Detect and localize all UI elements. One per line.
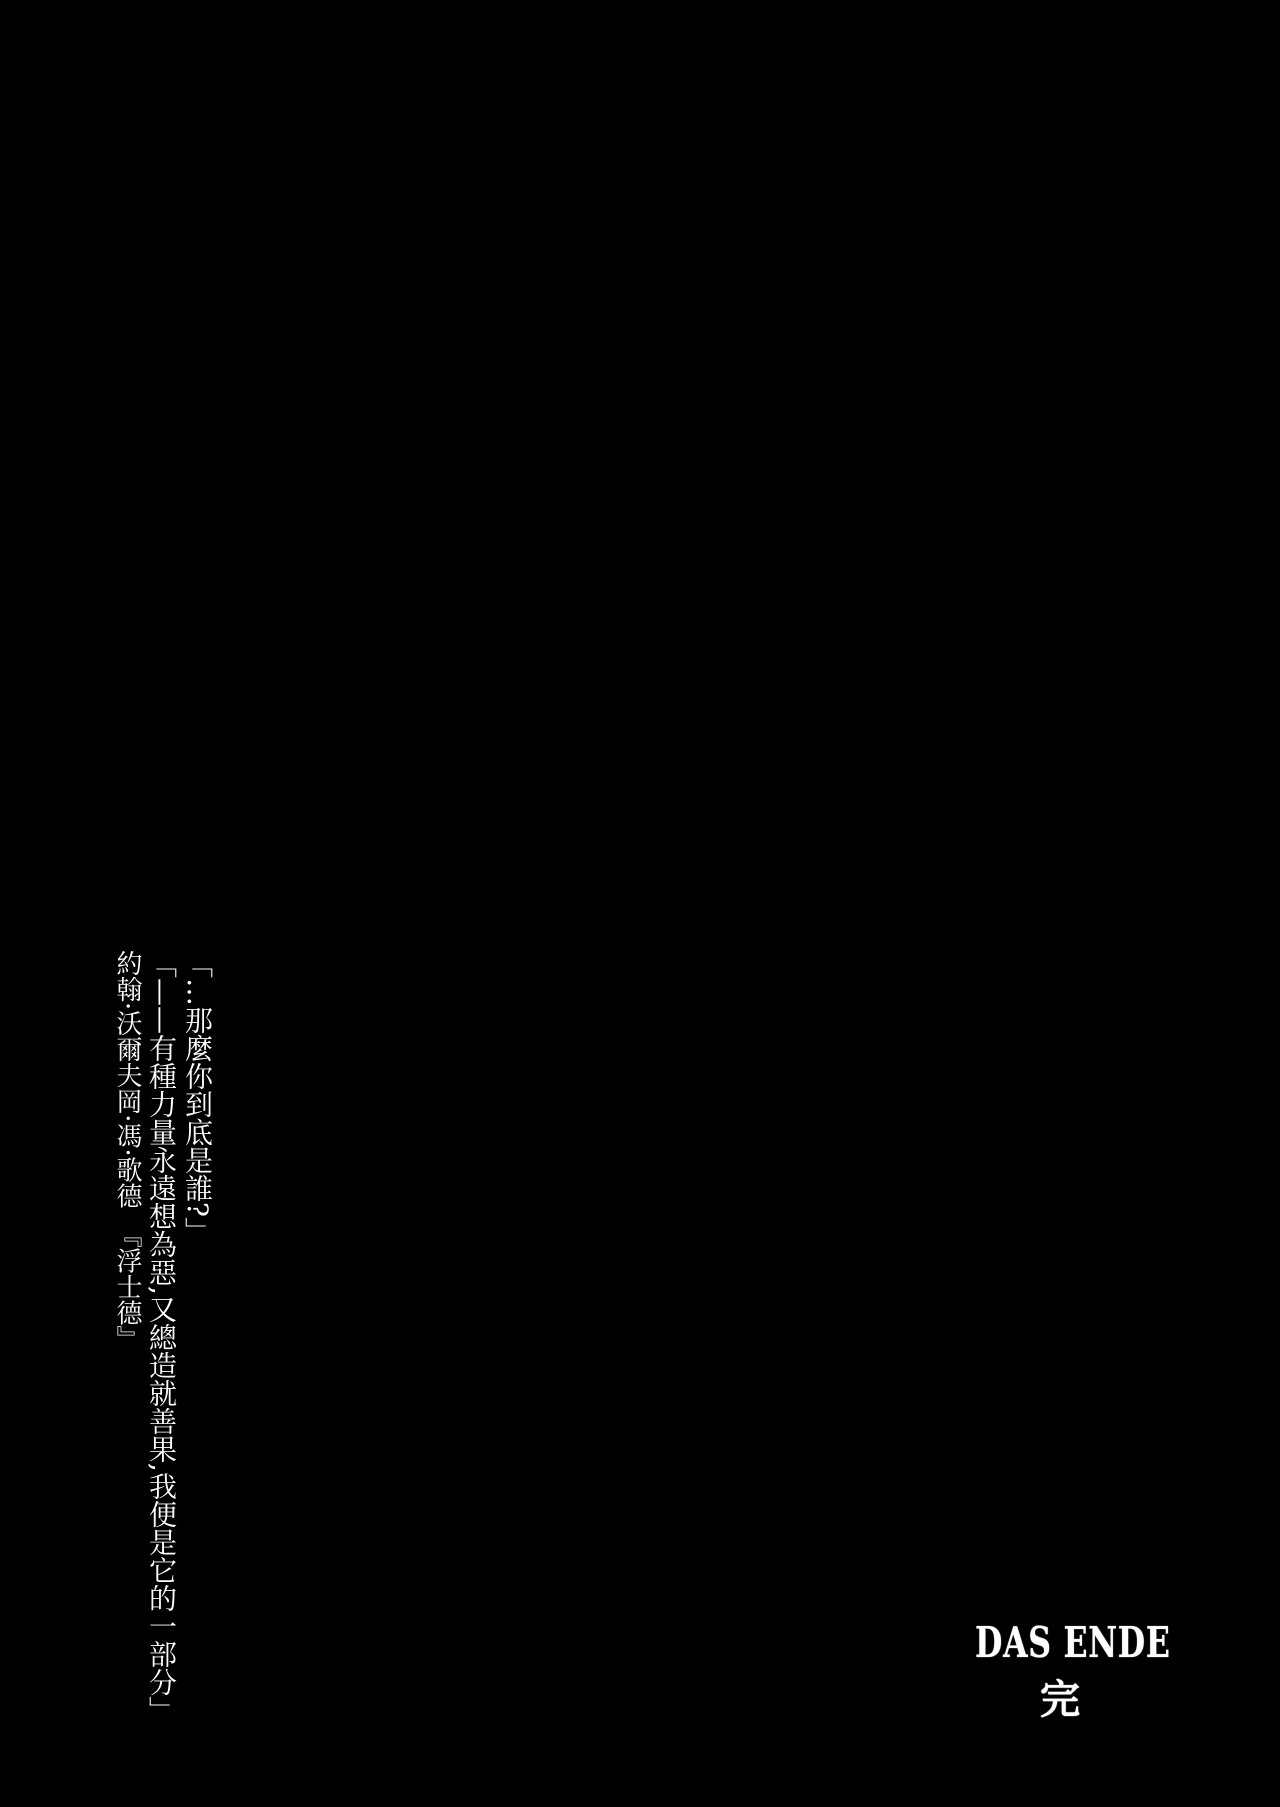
quote-attribution: 約翰·沃爾夫岡·馮·歌德 『浮士德』 bbox=[112, 950, 142, 1352]
end-mark: 完 bbox=[1040, 1676, 1080, 1723]
das-ende-title: DAS ENDE bbox=[975, 1618, 1171, 1667]
quote-line-1: 「…那麼你到底是誰?」 bbox=[181, 950, 214, 1246]
quote-line-2: 「——有種力量永遠想為惡,又總造就善果,我便是它的一部分」 bbox=[145, 950, 178, 1724]
faust-quote-block bbox=[111, 950, 215, 1800]
